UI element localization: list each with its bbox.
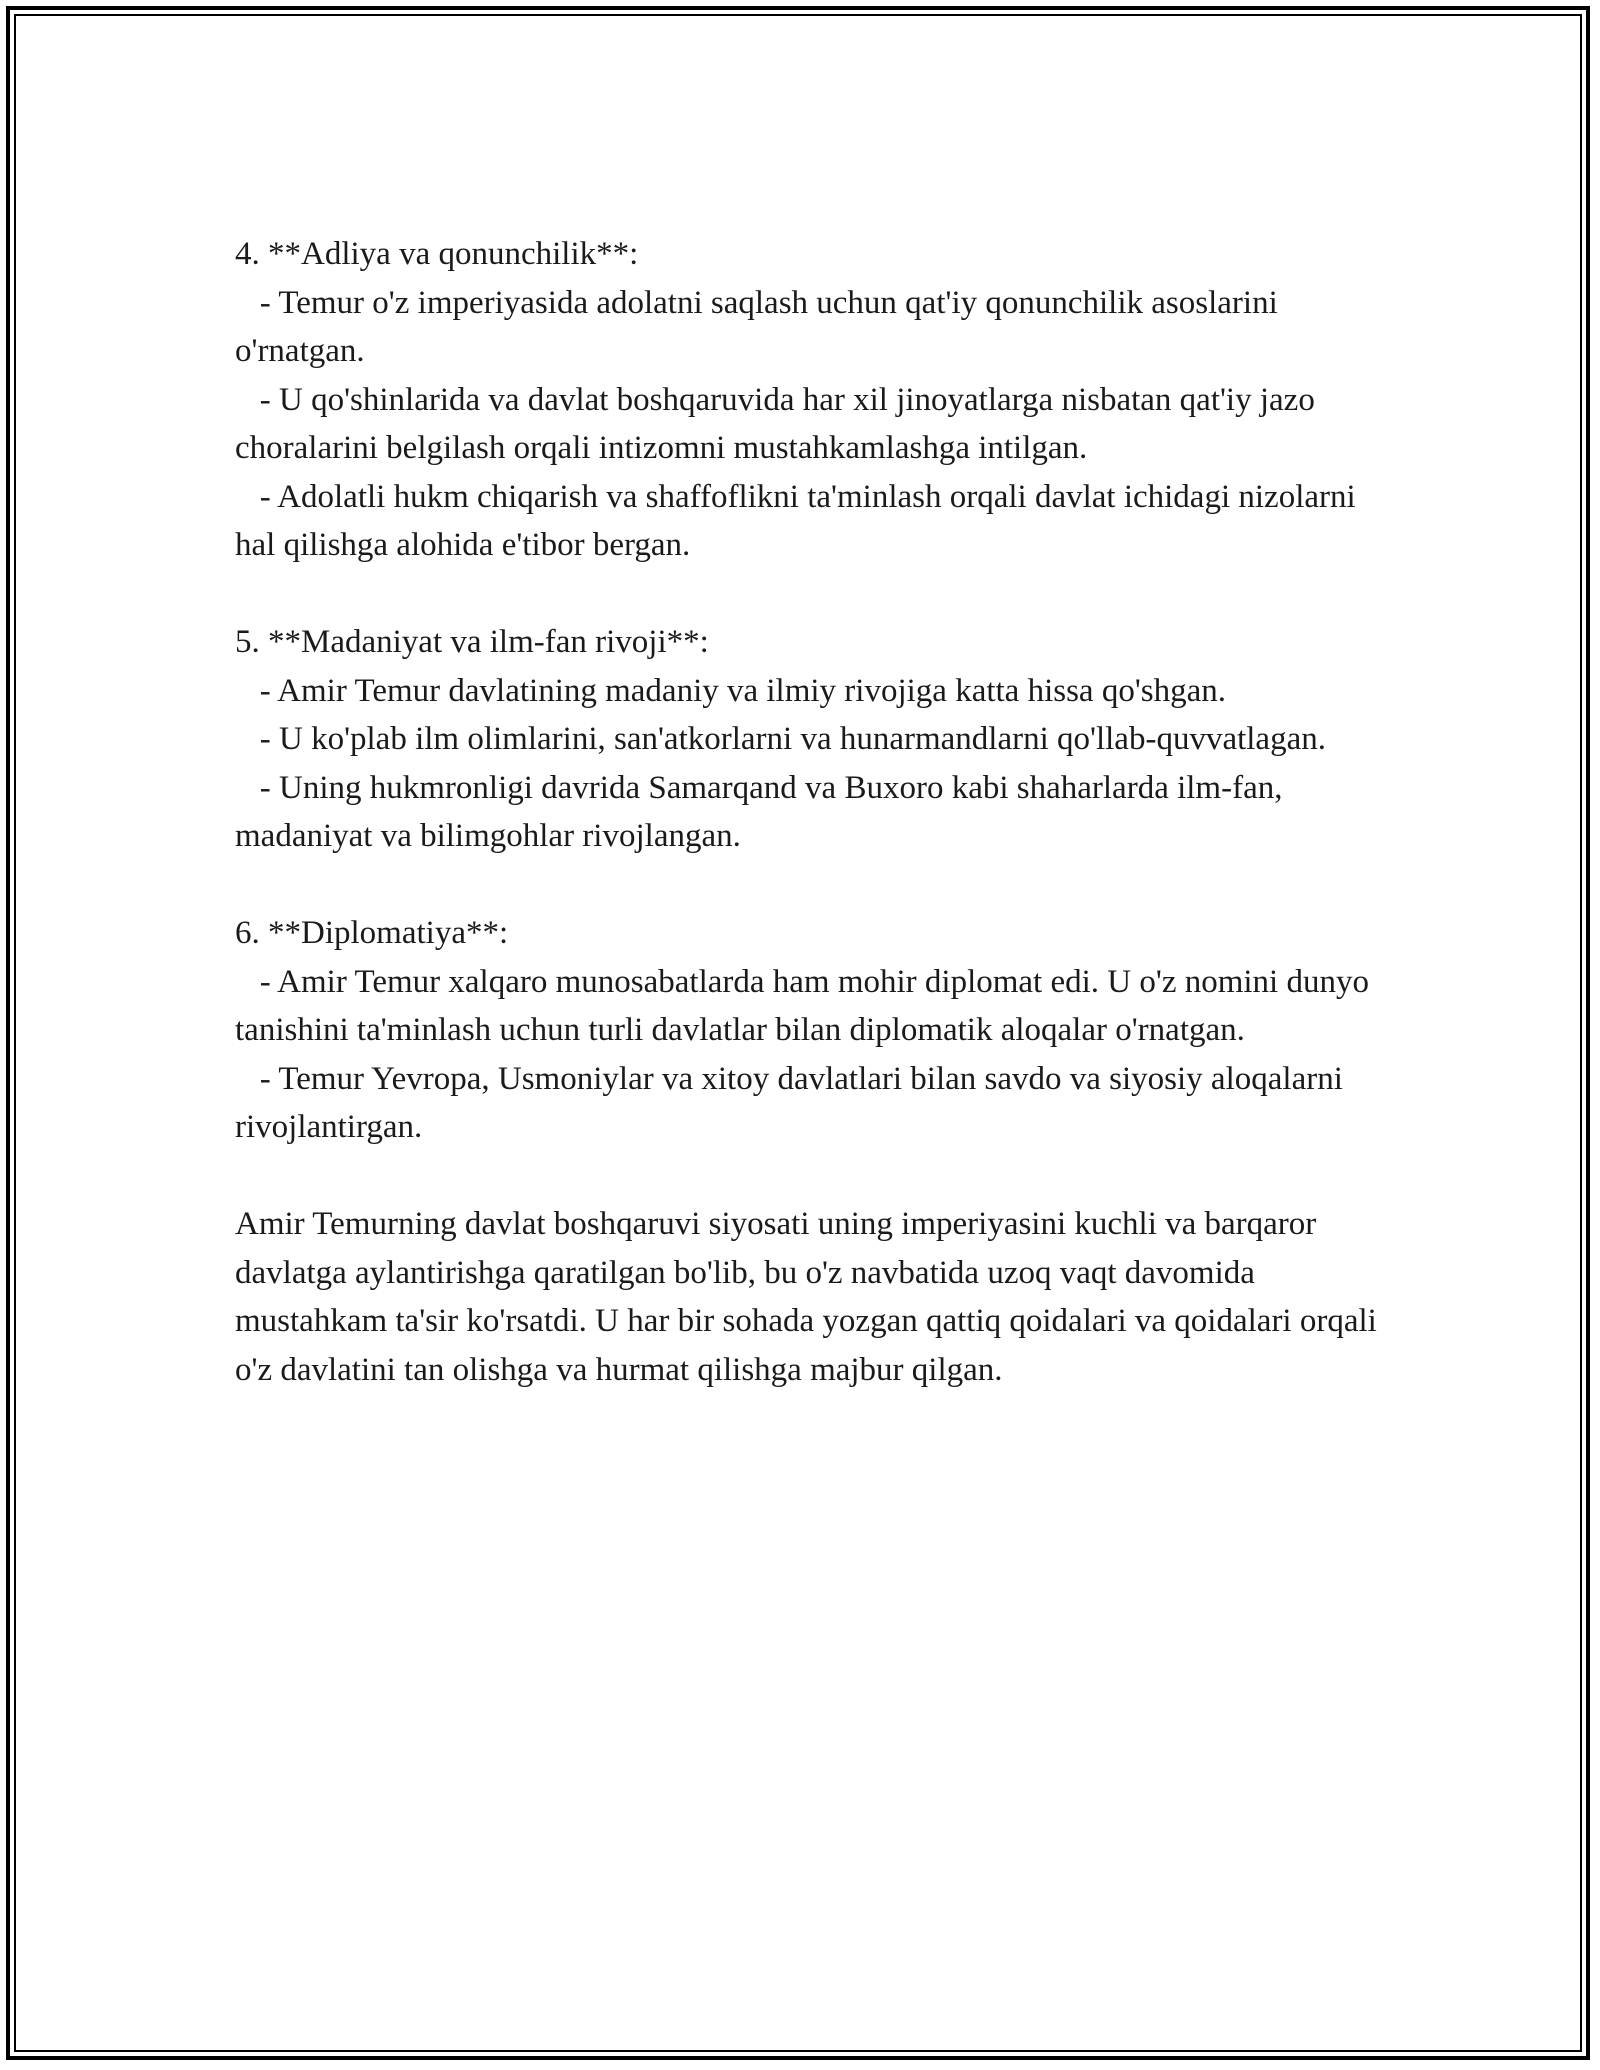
section-heading: 5. **Madaniyat va ilm-fan rivoji**:: [235, 624, 709, 660]
section-heading: 6. **Diplomatiya**:: [235, 915, 509, 951]
section-diplomatiya: [235, 909, 1385, 1152]
bullet-item: - Uning hukmronligi davrida Samarqand va Buxoro kabi shaharlarda ilm-fan, madaniyat va bilimgohlar rivojlangan.: [235, 769, 1291, 854]
bullet-item: - Adolatli hukm chiqarish va shaffoflikni ta'minlash orqali davlat ichidagi nizolarni hal qilishga alohida e'tibor bergan.: [235, 478, 1364, 563]
conclusion-paragraph: Amir Temurning davlat boshqaruvi siyosati uning imperiyasini kuchli va barqaror davlatga aylantirishga qaratilgan bo'lib, bu o'z navbatida uzoq vaqt davomida mustahkam ta'sir ko'rsatdi. U har bir sohada yozgan qattiq qoidalari va qoidalari orqali o'z davlatini tan olishga va hurmat qilishga majbur qilgan.: [235, 1206, 1386, 1388]
bullet-item: - Temur o'z imperiyasida adolatni saqlash uchun qat'iy qonunchilik asoslarini o'rnatgan.: [235, 284, 1286, 369]
section-heading: 4. **Adliya va qonunchilik**:: [235, 236, 639, 272]
bullet-item: - U qo'shinlarida va davlat boshqaruvida har xil jinoyatlarga nisbatan qat'iy jazo choralarini belgilash orqali intizomni mustahkamlashga intilgan.: [235, 381, 1324, 466]
bullet-item: - Amir Temur davlatining madaniy va ilmiy rivojiga katta hissa qo'shgan.: [235, 672, 1227, 709]
bullet-item: - Temur Yevropa, Usmoniylar va xitoy davlatlari bilan savdo va siyosiy aloqalarni rivojlantirgan.: [235, 1060, 1352, 1145]
section-adliya: [235, 230, 1385, 570]
document-body: [235, 230, 1385, 1394]
bullet-item: - U ko'plab ilm olimlarini, san'atkorlarni va hunarmandlarni qo'llab-quvvatlagan.: [235, 721, 1326, 757]
section-madaniyat: [235, 618, 1385, 861]
bullet-item: - Amir Temur xalqaro munosabatlarda ham mohir diplomat edi. U o'z nomini dunyo tanishini ta'minlash uchun turli davlatlar bilan diplomatik aloqalar o'rnatgan.: [235, 963, 1378, 1048]
